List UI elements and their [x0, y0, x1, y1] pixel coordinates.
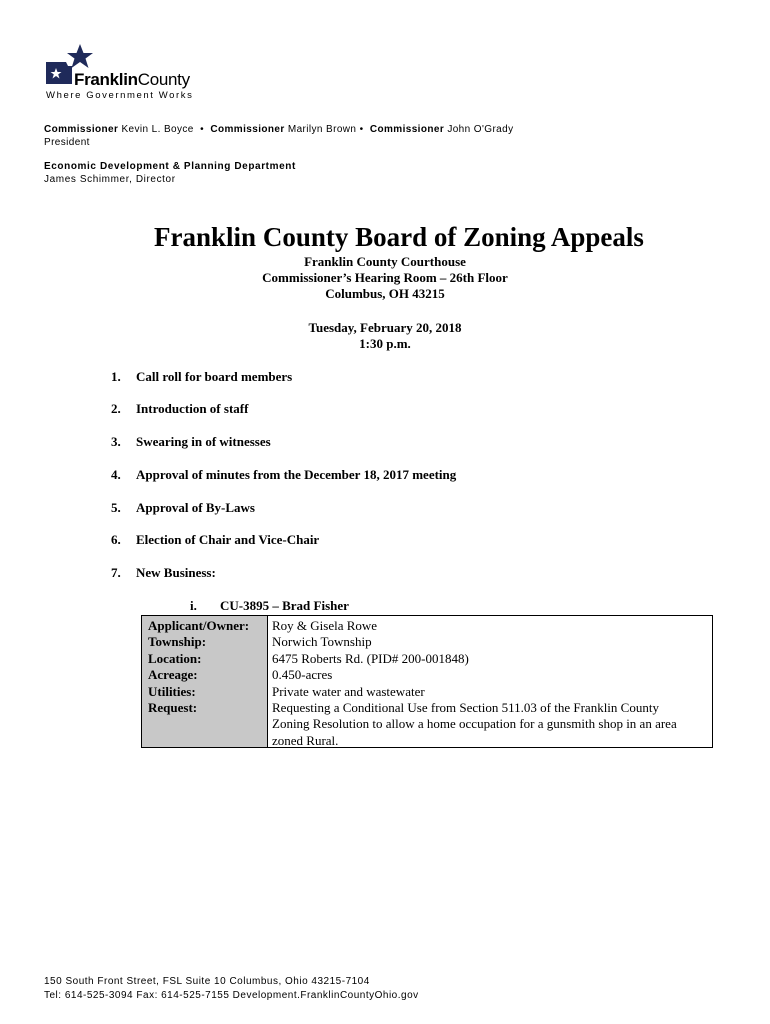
meeting-datetime: [0, 320, 770, 352]
value-township: Norwich Township: [272, 634, 372, 650]
agenda-item: [111, 500, 255, 516]
label-request: Request:: [148, 700, 198, 716]
agenda-item: [111, 532, 319, 548]
agenda-number: 1.: [111, 369, 121, 384]
agenda-item: [111, 467, 456, 483]
value-applicant: Roy & Gisela Rowe: [272, 618, 378, 633]
department-director: James Schimmer, Director: [44, 174, 176, 185]
label-location: Location:: [148, 650, 202, 666]
logo-tagline: Where Government Works: [46, 90, 194, 101]
case-heading: [190, 598, 349, 614]
agenda-number: 2.: [111, 401, 121, 416]
value-utilities: Private water and wastewater: [272, 683, 425, 699]
case-details-table: [141, 615, 713, 748]
value-acreage: 0.450-acres: [272, 667, 333, 683]
department-name: Economic Development & Planning Department: [44, 161, 296, 172]
agenda-number: 3.: [111, 434, 121, 449]
president-label: President: [44, 137, 90, 148]
case-labels-column: [142, 616, 268, 747]
separator: •: [200, 124, 205, 135]
agenda-number: 5.: [111, 500, 121, 515]
footer-contact: Tel: 614-525-3094 Fax: 614-525-7155 Development.FranklinCountyOhio.gov: [44, 990, 419, 1001]
commissioner-role: Commissioner: [369, 124, 445, 135]
location-line: Franklin County Courthouse: [304, 254, 466, 269]
location-line: Commissioner’s Hearing Room – 26th Floor: [262, 270, 508, 285]
agenda-text: Introduction of staff: [136, 401, 249, 416]
agenda-item: [111, 369, 292, 385]
commissioners-line: [44, 123, 514, 136]
agenda-text: New Business:: [136, 565, 216, 580]
commissioner-role: Commissioner: [210, 124, 285, 135]
label-utilities: Utilities:: [148, 683, 196, 699]
agenda-text: Approval of minutes from the December 18, 2017 meeting: [136, 467, 457, 482]
value-location: 6475 Roberts Rd. (PID# 200-001848): [272, 650, 469, 666]
label-applicant: Applicant/Owner:: [148, 618, 250, 633]
agenda-item: [111, 434, 271, 450]
case-title: CU-3895 – Brad Fisher: [220, 598, 349, 613]
agenda-number: 7.: [111, 565, 121, 580]
location-line: Columbus, OH 43215: [325, 286, 445, 301]
footer-address: 150 South Front Street, FSL Suite 10 Columbus, Ohio 43215-7104: [44, 976, 370, 987]
agenda-text: Swearing in of witnesses: [136, 434, 271, 449]
commissioner-name: John O'Grady: [447, 124, 514, 135]
commissioners-block: [44, 123, 514, 149]
logo-name-regular: County: [137, 70, 190, 89]
department-block: [44, 160, 296, 186]
value-request: Requesting a Conditional Use from Section 511.03 of the Franklin County: [272, 700, 659, 716]
case-roman-numeral: i.: [190, 598, 197, 613]
label-township: Township:: [148, 634, 207, 650]
agenda-number: 4.: [111, 467, 121, 482]
agenda-number: 6.: [111, 532, 121, 547]
case-values-column: [268, 616, 712, 747]
agenda-text: Election of Chair and Vice-Chair: [136, 532, 320, 547]
agenda-text: Approval of By-Laws: [136, 500, 255, 515]
separator: •: [359, 124, 364, 135]
value-request: zoned Rural.: [272, 732, 339, 748]
meeting-time: 1:30 p.m.: [359, 336, 411, 351]
agenda-item: [111, 565, 216, 581]
meeting-location: [0, 254, 770, 302]
page-title: Franklin County Board of Zoning Appeals: [154, 222, 644, 252]
agenda-item: [111, 401, 248, 417]
commissioner-name: Kevin L. Boyce: [121, 124, 194, 135]
logo-name-bold: Franklin: [74, 70, 138, 89]
logo-name: [74, 70, 190, 90]
label-acreage: Acreage:: [148, 667, 198, 683]
value-request: Zoning Resolution to allow a home occupation for a gunsmith shop in an area: [272, 716, 677, 732]
meeting-date: Tuesday, February 20, 2018: [308, 320, 462, 335]
commissioner-name: Marilyn Brown: [287, 124, 357, 135]
footer: [44, 975, 419, 1003]
commissioner-role: Commissioner: [44, 124, 119, 135]
agenda-text: Call roll for board members: [136, 369, 293, 384]
franklin-county-logo: [44, 44, 214, 104]
